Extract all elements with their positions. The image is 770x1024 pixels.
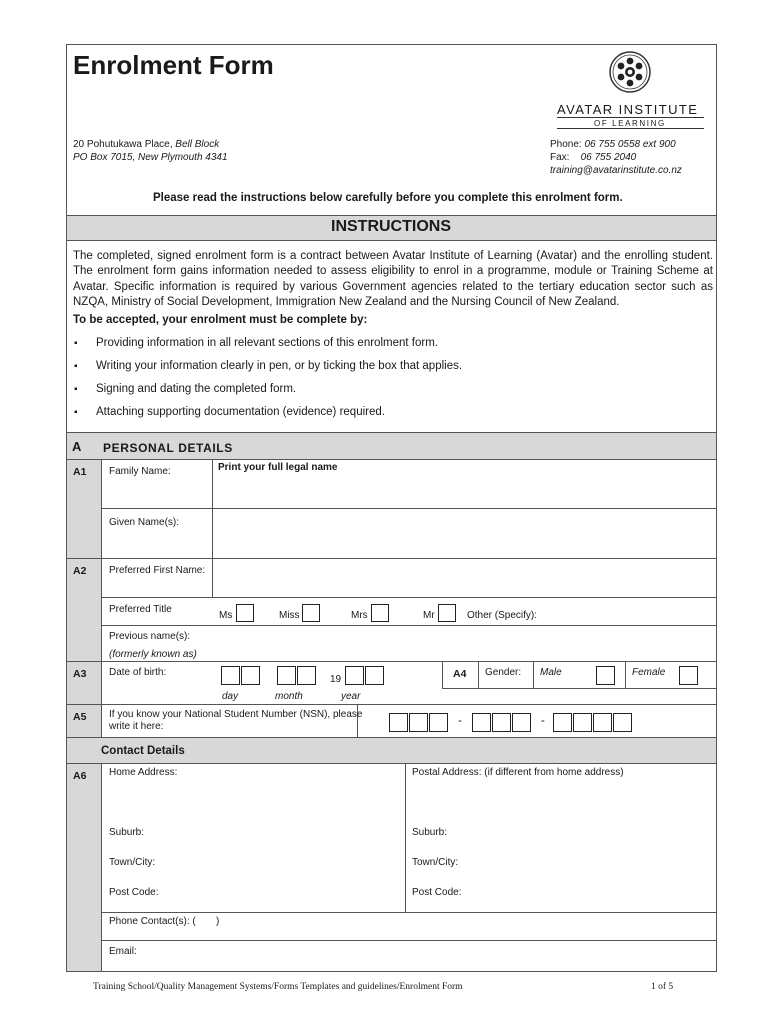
footer-page-number: 1 of 5 [651,982,674,992]
nsn-digit-box[interactable] [553,713,572,732]
postal-post-code-label: Post Code: [412,887,462,898]
row-a5-label: A5 [73,711,87,723]
nsn-digit-box[interactable] [593,713,612,732]
phone-contacts-field[interactable] [230,913,716,939]
nsn-label-line-1: If you know your National Student Number (NSN), please [109,709,363,720]
row-a6-label: A6 [73,770,87,782]
nsn-digit-box[interactable] [512,713,531,732]
date-of-birth-label: Date of birth: [109,667,167,678]
gender-male-checkbox[interactable] [596,666,615,685]
gender-female-checkbox[interactable] [679,666,698,685]
page-title: Enrolment Form [73,50,274,80]
home-address-label: Home Address: [109,767,178,778]
email-line: training@avatarinstitute.co.nz [550,165,682,176]
home-town-label: Town/City: [109,857,156,868]
title-mrs-checkbox[interactable] [371,604,389,622]
print-legal-name-note: Print your full legal name [218,462,338,473]
row-a3-label: A3 [73,668,87,680]
home-post-code-label: Post Code: [109,887,159,898]
dob-year-digit-3[interactable] [345,666,364,685]
dob-day-digit-2[interactable] [241,666,260,685]
phone-contacts-label: Phone Contact(s): ( [109,916,196,927]
nsn-digit-box[interactable] [409,713,428,732]
row-a2-label: A2 [73,565,87,577]
home-suburb-label: Suburb: [109,827,145,838]
nsn-digit-box[interactable] [429,713,448,732]
avatar-logo [608,50,652,94]
address-line-1: 20 Pohutukawa Place, Bell Block [73,139,220,150]
instructions-paragraph: The completed, signed enrolment form is a contract between Avatar Institute of Learning (Avatar) and the enrolling student. The enrolment form gains information needed to assess eligibility to enrol in a programme, module or Training Scheme at Avatar. Specific information is required by various Government agencies related to the tertiary education sector such as NZQA, Ministry of Social Development, Immigration New Zealand and the Nursing Council of New Zealand. [73,250,713,308]
title-other-label: Other (Specify): [467,610,538,621]
title-option-label: Miss [279,610,300,621]
bullet-item: Attaching supporting documentation (evidence) required. [96,406,385,418]
nsn-digit-box[interactable] [613,713,632,732]
family-name-label: Family Name: [109,466,171,477]
dob-year-prefix: 19 [330,674,342,685]
gender-male-label: Male [540,667,562,678]
previous-names-field[interactable] [213,626,716,660]
dob-month-digit-2[interactable] [297,666,316,685]
given-names-field[interactable] [213,509,716,557]
given-names-label: Given Name(s): [109,517,180,528]
instructions-notice: Please read the instructions below carefully before you complete this enrolment form. [153,192,623,204]
title-ms-checkbox[interactable] [236,604,254,622]
title-option-label: Mrs [351,610,368,621]
dob-year-digit-4[interactable] [365,666,384,685]
title-other-field[interactable] [540,600,715,622]
bullet-icon: ▪ [74,384,78,395]
title-mr-checkbox[interactable] [438,604,456,622]
home-address-field[interactable] [102,780,404,820]
accept-heading: To be accepted, your enrolment must be complete by: [73,314,368,326]
bullet-icon: ▪ [74,338,78,349]
section-a-letter: A [72,439,82,454]
preferred-title-label: Preferred Title [109,604,172,615]
bullet-item: Writing your information clearly in pen, or by ticking the box that applies. [96,360,463,372]
dob-month-digit-1[interactable] [277,666,296,685]
postal-address-field[interactable] [406,780,716,820]
email-label: Email: [109,946,137,957]
phone-contacts-close: ) [216,916,220,927]
nsn-label-line-2: write it here: [109,721,164,732]
preferred-first-name-label: Preferred First Name: [109,565,206,576]
gender-female-label: Female [632,667,666,678]
nsn-separator: - [458,715,462,727]
dob-year-caption: year [341,691,361,702]
address-line-2: PO Box 7015, New Plymouth 4341 [73,152,228,163]
nsn-separator: - [541,715,545,727]
gender-label: Gender: [485,667,522,678]
postal-suburb-label: Suburb: [412,827,448,838]
bullet-icon: ▪ [74,407,78,418]
bullet-item: Providing information in all relevant sections of this enrolment form. [96,337,438,349]
title-option-label: Mr [423,610,435,621]
footer-path: Training School/Quality Management Systems/Forms Templates and guidelines/Enrolment Form [93,982,463,992]
bullet-item: Signing and dating the completed form. [96,383,297,395]
dob-month-caption: month [275,691,303,702]
title-option-label: Ms [219,610,233,621]
instructions-heading: INSTRUCTIONS [331,218,451,235]
row-label-column [67,764,101,971]
bullet-icon: ▪ [74,361,78,372]
row-a1-label: A1 [73,466,87,478]
phone-line: Phone: 06 755 0558 ext 900 [550,139,676,150]
dob-day-digit-1[interactable] [221,666,240,685]
row-a4-label: A4 [453,668,467,680]
email-field[interactable] [145,941,716,971]
nsn-digit-box[interactable] [472,713,491,732]
family-name-field[interactable] [213,476,716,507]
dob-day-caption: day [222,691,239,702]
nsn-digit-box[interactable] [573,713,592,732]
formerly-known-as-label: (formerly known as) [109,649,197,660]
org-sub: OF LEARNING [594,119,666,128]
postal-town-label: Town/City: [412,857,459,868]
fax-line: Fax: 06 755 2040 [550,152,637,163]
previous-names-label: Previous name(s): [109,631,191,642]
nsn-digit-box[interactable] [389,713,408,732]
title-miss-checkbox[interactable] [302,604,320,622]
preferred-first-name-field[interactable] [213,559,716,596]
section-a-title: PERSONAL DETAILS [103,441,233,455]
contact-details-title: Contact Details [101,745,185,757]
nsn-digit-box[interactable] [492,713,511,732]
row-label-column [67,460,101,737]
org-name: AVATAR INSTITUTE [557,102,699,117]
postal-address-label: Postal Address: (if different from home address) [412,767,624,778]
